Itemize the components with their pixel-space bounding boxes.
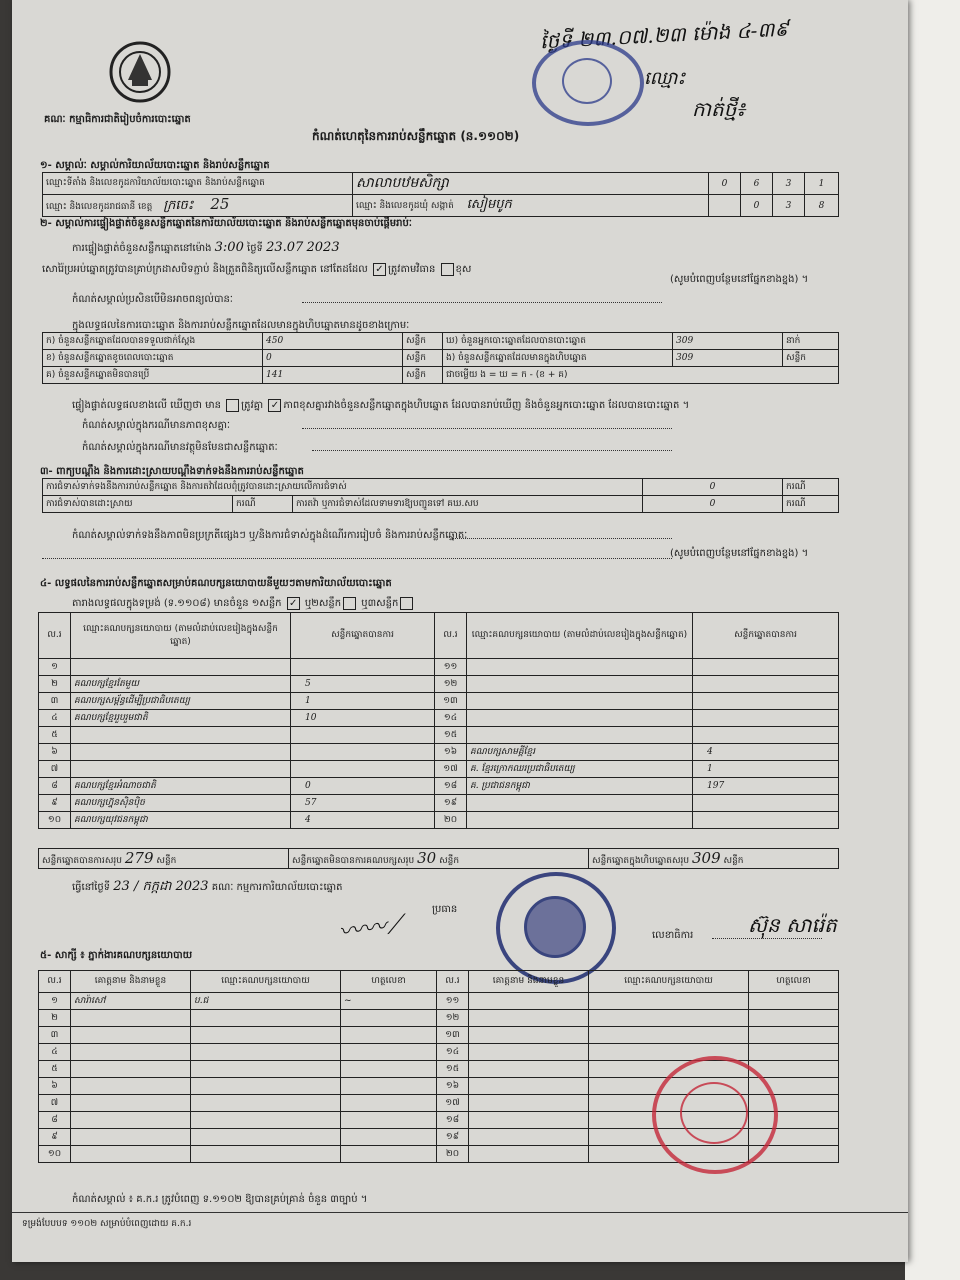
result-votes: 4 [693,744,839,761]
results-col-party: ឈ្មោះគណបក្សនយោបាយ (តាមលំដាប់លេខរៀងក្នុងសន្លឹកឆ្នោត) [71,613,291,659]
result-no: ៥ [39,727,71,744]
result-no: ៤ [39,710,71,727]
date-value: 23 / កក្កដា 2023 [113,879,209,894]
results-row [39,761,839,778]
witness-no: ២០ [437,1146,469,1163]
result-no: ៦ [39,744,71,761]
blue-stamp-committee [496,872,616,984]
result-party [71,744,291,761]
result-party: គណបក្សហ្វ៊ុនស៊ិនប៉ិច [71,795,291,812]
sheets-text: តារាងលទ្ធផលក្នុងទម្រង់ (ទ.១១០៨) មានចំនួន ១សន្លឹក [72,598,282,609]
count-d-label: ឃ) ចំនួនអ្នកបោះឆ្នោតដែលបានបោះឆ្នោត [443,333,673,350]
witness-row [39,993,839,1010]
irregularity-note: កំណត់សម្គាល់ទាក់ទងនឹងភាពមិនប្រក្រតីផ្សេងៗ ឬ/និងការជំទាស់ក្នុងដំណើរការរៀបចំ និងការរាប់សន្លឹកឆ្នោតៈ [72,530,468,541]
complaint-row1-label: ការជំទាស់ទាក់ទងនឹងការរាប់សន្លឹកឆ្នោត និងការតវ៉ាដែលពុំត្រូវបានដោះស្រាយលើការជំទាស់ [43,479,643,496]
row2-empty-cell [709,195,741,217]
form-title: កំណត់ហេតុនៃការរាប់សន្លឹកឆ្នោត (ន.១១០២) [312,129,520,143]
match-checkbox[interactable] [226,399,239,412]
witness-signature [749,1027,839,1044]
irregularity-line-2[interactable] [42,558,672,559]
section2-heading: ២- សម្គាល់ការផ្ទៀងផ្ទាត់ចំនួនសន្លឹកឆ្នោតនៃការិយាល័យបោះឆ្នោត និងរាប់សន្លឹកឆ្នោតមុនចាប់ផ្តើមរាប់ៈ [40,218,412,229]
count-a-unit: សន្លឹក [403,333,443,350]
witness-row [39,1010,839,1027]
result-votes: 4 [291,812,435,829]
witness-no: ៨ [39,1112,71,1129]
total-box-unit: សន្លឹក [723,856,744,866]
section5-heading: ៥- សាក្សី ៖ ភ្នាក់ងារគណបក្សនយោបាយ [40,950,193,961]
president-label: ប្រធាន [432,904,458,915]
row1-value: សាលាបឋមសិក្សា [353,173,709,195]
witness-col-sig: ហត្ថលេខា [341,971,437,993]
bullet-foreign-objects: កំណត់សម្គាល់ក្នុងករណីមានវត្ថុមិនមែនជាសន្លឹកឆ្នោតៈ [82,442,278,453]
count-b-label: ខ) ចំនួនសន្លឹកឆ្នោតខូចពេលបោះឆ្នោត [43,350,263,367]
red-stamp [652,1056,778,1174]
complaint-row1-value: 0 [643,479,783,496]
row2-label: ឈ្មោះ និងលេខកូដរាជធានី ខេត្ត [46,202,153,212]
results-row [39,693,839,710]
count-e-unit: សន្លឹក [783,350,839,367]
row1-code-digit: 0 [709,173,741,195]
witness-name [71,1044,191,1061]
witness-no: ១៤ [437,1044,469,1061]
witness-no: ១៣ [437,1027,469,1044]
count-formula: ជាចម្លើយ ង = ឃ = ក - (ខ + គ) [443,367,839,384]
footer-note: កំណត់សម្គាល់ ៖ គ.ក.រ ត្រូវបំពេញ ទ.១១០២ ឱ្យបានគ្រប់គ្រាន់ ចំនួន ៣ច្បាប់ ។ [72,1194,368,1205]
witness-no: ១៥ [437,1061,469,1078]
witness-name [71,1010,191,1027]
difference-checkbox[interactable]: ✓ [268,399,281,412]
count-c-unit: សន្លឹក [403,367,443,384]
witness-party [191,1044,341,1061]
bullet-difference-line[interactable] [302,428,672,429]
row2-code-digit: 8 [805,195,839,217]
check-line-text: ផ្ទៀងផ្ទាត់លទ្ធផលខាងលើ ឃើញថា មាន [72,400,221,411]
check-line [72,398,689,413]
results-row [39,795,839,812]
result-no: ១៥ [435,727,467,744]
count-d-unit: នាក់ [783,333,839,350]
result-no: ១ [39,659,71,676]
result-no: ៣ [39,693,71,710]
results-col-no: ល.រ [39,613,71,659]
result-votes [291,744,435,761]
result-no: ១២ [435,676,467,693]
witness-no: ៤ [39,1044,71,1061]
witness-party [589,1027,749,1044]
witness-col-party: ឈ្មោះគណបក្សនយោបាយ [191,971,341,993]
total-valid-cell [39,849,289,869]
witness-no: ១៩ [437,1129,469,1146]
date-line [72,878,343,897]
nec-logo-icon [108,40,172,104]
witness-party [191,1095,341,1112]
count-c-label: គ) ចំនួនសន្លឹកឆ្នោតមិនបានប្រើ [43,367,263,384]
witness-signature [341,1010,437,1027]
witness-no: ៩ [39,1129,71,1146]
results-row [39,676,839,693]
witness-signature [341,1129,437,1146]
total-box-cell [589,849,839,869]
witness-name [71,1061,191,1078]
witness-name [469,1078,589,1095]
witness-signature [341,1146,437,1163]
row2-commune-value: សៀមបូក [466,197,512,212]
result-votes: 1 [291,693,435,710]
result-votes: 10 [291,710,435,727]
count-a-label: ក) ចំនួនសន្លឹកឆ្នោតដែលបានទទួលជាក់ស្តែង [43,333,263,350]
witness-name [469,1095,589,1112]
witness-signature [341,1112,437,1129]
witness-signature [341,1027,437,1044]
result-party [467,659,693,676]
difference-label: ភាពខុសគ្នារវាងចំនួនសន្លឹកឆ្នោតក្នុងហិបឆ្នោត ដែលបានរាប់ឃើញ និងចំនួនអ្នកបោះឆ្នោត ដែលបានបោះឆ្នោត ។ [283,400,690,411]
witness-name [469,1044,589,1061]
results-col-party-right: ឈ្មោះគណបក្សនយោបាយ (តាមលំដាប់លេខរៀងក្នុងសន្លឹកឆ្នោត) [467,613,693,659]
witness-no: ៦ [39,1078,71,1095]
witness-name [71,1027,191,1044]
results-row [39,778,839,795]
result-party [71,727,291,744]
witness-name [71,1129,191,1146]
row2-commune-cell [353,195,709,217]
witness-col-name: គោត្តនាម និងនាមខ្លួន [71,971,191,993]
row2-commune-label: ឈ្មោះ និងលេខកូដឃុំ សង្កាត់ [356,201,454,211]
section1-table [42,172,839,217]
footer-small: ទម្រង់បែបបទ ១១០២ សម្រាប់បំពេញដោយ គ.ក.រ [22,1219,192,1229]
witness-col-party-right: ឈ្មោះគណបក្សនយោបាយ [589,971,749,993]
fill-note-2: (សូមបំពេញបន្ថែមនៅផ្នែកខាងខ្នង) ។ [670,548,809,559]
background-paper-right [905,0,960,1280]
results-row [39,812,839,829]
count-e-label: ង) ចំនួនសន្លឹកឆ្នោតដែលមានក្នុងហិបឆ្នោត [443,350,673,367]
result-votes: 0 [291,778,435,795]
section2-line2 [42,262,471,277]
count-d-value: 309 [673,333,783,350]
result-party [467,676,693,693]
witness-signature [749,1010,839,1027]
result-party: គណបក្សយុវជនកម្ពុជា [71,812,291,829]
witness-name [71,1078,191,1095]
result-no: ១៣ [435,693,467,710]
seal-yes-label: ត្រូវតាមវិធាន [387,264,436,275]
witness-no: ៥ [39,1061,71,1078]
witness-no: ១០ [39,1146,71,1163]
row2-province-code: 25 [210,195,230,213]
witness-signature: ~ [341,993,437,1010]
witness-name [469,1146,589,1163]
day-value: 23.07 [266,240,304,255]
witness-no: ១១ [437,993,469,1010]
section1-heading: ១- សម្គាល់ៈ សម្គាល់ការិយាល័យបោះឆ្នោត និងរាប់សន្លឹកឆ្នោត [40,160,270,171]
result-party [467,795,693,812]
result-no: ១៩ [435,795,467,812]
two-sheet-label: ឬ២សន្លឹក [304,598,342,609]
witness-signature [341,1095,437,1112]
result-no: ១៦ [435,744,467,761]
count-b-unit: សន្លឹក [403,350,443,367]
totals-table [38,848,839,869]
witness-no: ១២ [437,1010,469,1027]
total-valid-value: 279 [124,849,154,867]
result-no: ៩ [39,795,71,812]
result-no: ១៧ [435,761,467,778]
result-votes [693,693,839,710]
witness-signature [341,1044,437,1061]
blue-stamp-top [532,40,644,126]
match-label: ត្រូវគ្នា [241,400,264,411]
result-votes [291,727,435,744]
ballot-count-table [42,332,839,384]
results-row [39,744,839,761]
witness-no: ១៦ [437,1078,469,1095]
result-votes: 197 [693,778,839,795]
year-value: 2023 [306,240,340,255]
result-party: គណបក្សខ្មែរតែមួយ [71,676,291,693]
seal-yes-checkbox[interactable]: ✓ [373,263,386,276]
complaint-row2-unit-a: ករណី [233,496,293,513]
results-row [39,727,839,744]
witness-name [469,1129,589,1146]
result-votes: 57 [291,795,435,812]
three-sheet-checkbox[interactable] [400,597,413,610]
result-party [467,812,693,829]
row1-label: ឈ្មោះទីតាំង និងលេខកូដការិយាល័យបោះឆ្នោត និងរាប់សន្លឹកឆ្នោត [43,173,353,195]
witness-no: ១៧ [437,1095,469,1112]
witness-no: ១ [39,993,71,1010]
witness-party [191,1146,341,1163]
results-col-votes-right: សន្លឹកឆ្នោតបានការ [693,613,839,659]
time-label: ការផ្ទៀងផ្ទាត់ចំនួនសន្លឹកឆ្នោតនៅម៉ោង [72,243,212,254]
result-no: ៧ [39,761,71,778]
result-votes [693,727,839,744]
handwritten-signature: ឈ្មោះ [644,68,686,89]
complaint-row2-mid: ការតវ៉ា ឬការជំទាស់ដែលទាមទារឱ្យបញ្ជូនទៅ គឃ.សប [293,496,643,513]
section4-heading: ៤- លទ្ធផលនៃការរាប់សន្លឹកឆ្នោតសម្រាប់គណបក្សនយោបាយនីមួយៗតាមការិយាល័យបោះឆ្នោត [40,578,392,589]
fill-note: (សូមបំពេញបន្ថែមនៅផ្នែកខាងខ្នង) ។ [670,274,809,285]
result-party [467,727,693,744]
witness-party [191,1061,341,1078]
witness-col-no-right: ល.រ [437,971,469,993]
date-suffix: គណៈ កម្មការការិយាល័យបោះឆ្នោត [211,882,343,893]
witness-no: ១៨ [437,1112,469,1129]
witness-signature [749,993,839,1010]
result-party: គណបក្សខ្មែររួបរួមជាតិ [71,710,291,727]
president-signature: 〰〰⟋ [336,909,405,947]
result-votes [693,710,839,727]
result-votes: 1 [693,761,839,778]
result-votes [693,812,839,829]
row2-code-digit: 0 [741,195,773,217]
result-party: គ. ប្រជាជនកម្ពុជា [467,778,693,795]
row2-value: ក្រចេះ [163,198,194,213]
time-value: 3:00 [214,240,244,255]
witness-signature [341,1078,437,1095]
results-body [39,659,839,829]
result-no: ៨ [39,778,71,795]
bullet-difference: កំណត់សម្គាល់ក្នុងករណីមានភាពខុសគ្នាៈ [82,420,231,431]
results-col-votes: សន្លឹកឆ្នោតបានការ [291,613,435,659]
witness-name [469,993,589,1010]
witness-name [71,1146,191,1163]
three-sheet-label: ឬ៣សន្លឹក [361,598,399,609]
seal-check-text: សោរ៉ៃប្រអប់ឆ្នោតត្រូវបានគ្រាប់ក្រដាសបិទភ្ជាប់ និងត្រួតពិនិត្យលើសន្លឹកឆ្នោត នៅតែដដែល [42,264,368,275]
complaint-row2-value: 0 [643,496,783,513]
witness-name: សារ៉ាសៅ [71,993,191,1010]
result-party [71,659,291,676]
secretary-label: លេខាធិការ [652,930,694,941]
witness-party: ប.ជ [191,993,341,1010]
bullet-foreign-line[interactable] [312,450,672,451]
complaint-row2-unit-b: ករណី [783,496,839,513]
total-invalid-value: 30 [417,849,437,867]
calc-heading: ក្នុងលទ្ធផលនៃការបោះឆ្នោត និងការរាប់សន្លឹកឆ្នោតដែលមានក្នុងហិបឆ្នោតមានដូចខាងក្រោមៈ [72,320,410,331]
footer-divider [12,1212,908,1213]
result-party: គណបក្សសម្ព័ន្ធដើម្បីប្រជាធិបតេយ្យ [71,693,291,710]
result-votes [291,659,435,676]
count-c-value: 141 [263,367,403,384]
witness-no: ២ [39,1010,71,1027]
witness-name [469,1027,589,1044]
result-no: ១០ [39,812,71,829]
irregularity-line[interactable] [452,538,672,539]
result-party: គណបក្សសាមគ្គីខ្មែរ [467,744,693,761]
witness-no: ៧ [39,1095,71,1112]
result-no: ១១ [435,659,467,676]
result-party [467,710,693,727]
org-line: គណៈ កម្មាធិការជាតិរៀបចំការបោះឆ្នោត [44,114,191,125]
witness-row [39,1027,839,1044]
observation-label: កំណត់សម្គាល់ប្រសិនបើមិនអាចពន្យល់បានៈ [72,294,233,305]
witness-name [71,1095,191,1112]
count-b-value: 0 [263,350,403,367]
total-valid-unit: សន្លឹក [156,856,177,866]
count-a-value: 450 [263,333,403,350]
row1-code-digit: 6 [741,173,773,195]
observation-line[interactable] [302,302,662,303]
seal-no-checkbox[interactable] [441,263,454,276]
total-valid-label: សន្លឹកឆ្នោតបានការសរុប [42,856,122,866]
witness-signature [749,1044,839,1061]
witness-col-no: ល.រ [39,971,71,993]
witness-name [469,1112,589,1129]
section2-line1 [72,240,340,256]
result-no: ២ [39,676,71,693]
seal-no-label: ខុស [455,264,472,275]
result-no: ១៨ [435,778,467,795]
total-box-value: 309 [692,849,721,867]
results-table [38,612,839,829]
witness-party [191,1010,341,1027]
complaint-row1-unit: ករណី [783,479,839,496]
total-invalid-unit: សន្លឹក [439,856,460,866]
result-votes [693,676,839,693]
one-sheet-checkbox[interactable]: ✓ [287,597,300,610]
result-votes [693,659,839,676]
two-sheet-checkbox[interactable] [343,597,356,610]
witness-party [191,1129,341,1146]
result-party [467,693,693,710]
day-label: ថ្ងៃទី [247,243,263,254]
total-box-label: សន្លឹកឆ្នោតក្នុងហិបឆ្នោតសរុប [592,856,690,866]
complaints-table [42,478,839,513]
result-votes [693,795,839,812]
row1-code-digit: 1 [805,173,839,195]
count-e-value: 309 [673,350,783,367]
witness-party [191,1027,341,1044]
witness-name [469,1010,589,1027]
date-label: ធ្វើនៅថ្ងៃទី [72,882,111,893]
witness-party [589,1010,749,1027]
witness-signature [341,1061,437,1078]
witness-name [71,1112,191,1129]
row2-code-digit: 3 [773,195,805,217]
complaint-row2-label: ការជំទាស់បានដោះស្រាយ [43,496,233,513]
section3-heading: ៣- ពាក្យបណ្តឹង និងការដោះស្រាយបណ្តឹងទាក់ទងនឹងការរាប់សន្លឹកឆ្នោត [40,466,304,477]
result-votes [291,761,435,778]
witness-name [469,1061,589,1078]
witness-party [589,993,749,1010]
witness-col-sig-right: ហត្ថលេខា [749,971,839,993]
row2-cell [43,195,353,217]
witness-col-name-right: គោត្តនាម និងនាមខ្លួន [469,971,589,993]
total-invalid-label: សន្លឹកឆ្នោតមិនបានការគណបក្សសរុប [292,856,415,866]
section4-subline [72,596,415,611]
result-votes: 5 [291,676,435,693]
handwritten-note: កាត់​ថ្មី៖ [692,97,746,121]
witness-party [191,1112,341,1129]
result-party: គ. ខ្មែរក្រោកឈរប្រជាធិបតេយ្យ [467,761,693,778]
handwritten-date: ថ្ងៃទី ២៣.០៧.២៣ ម៉ោង ៤-៣៩ [539,16,790,54]
results-row [39,659,839,676]
result-no: ២០ [435,812,467,829]
total-invalid-cell [289,849,589,869]
row1-code-digit: 3 [773,173,805,195]
witness-no: ៣ [39,1027,71,1044]
document-page [12,0,908,1262]
result-party: គណបក្សខ្មែរអំណាចជាតិ [71,778,291,795]
results-col-no-right: ល.រ [435,613,467,659]
result-party [71,761,291,778]
secretary-name: ស៊ុន សារ៉េត [748,913,837,937]
results-row [39,710,839,727]
witness-party [191,1078,341,1095]
result-no: ១៤ [435,710,467,727]
